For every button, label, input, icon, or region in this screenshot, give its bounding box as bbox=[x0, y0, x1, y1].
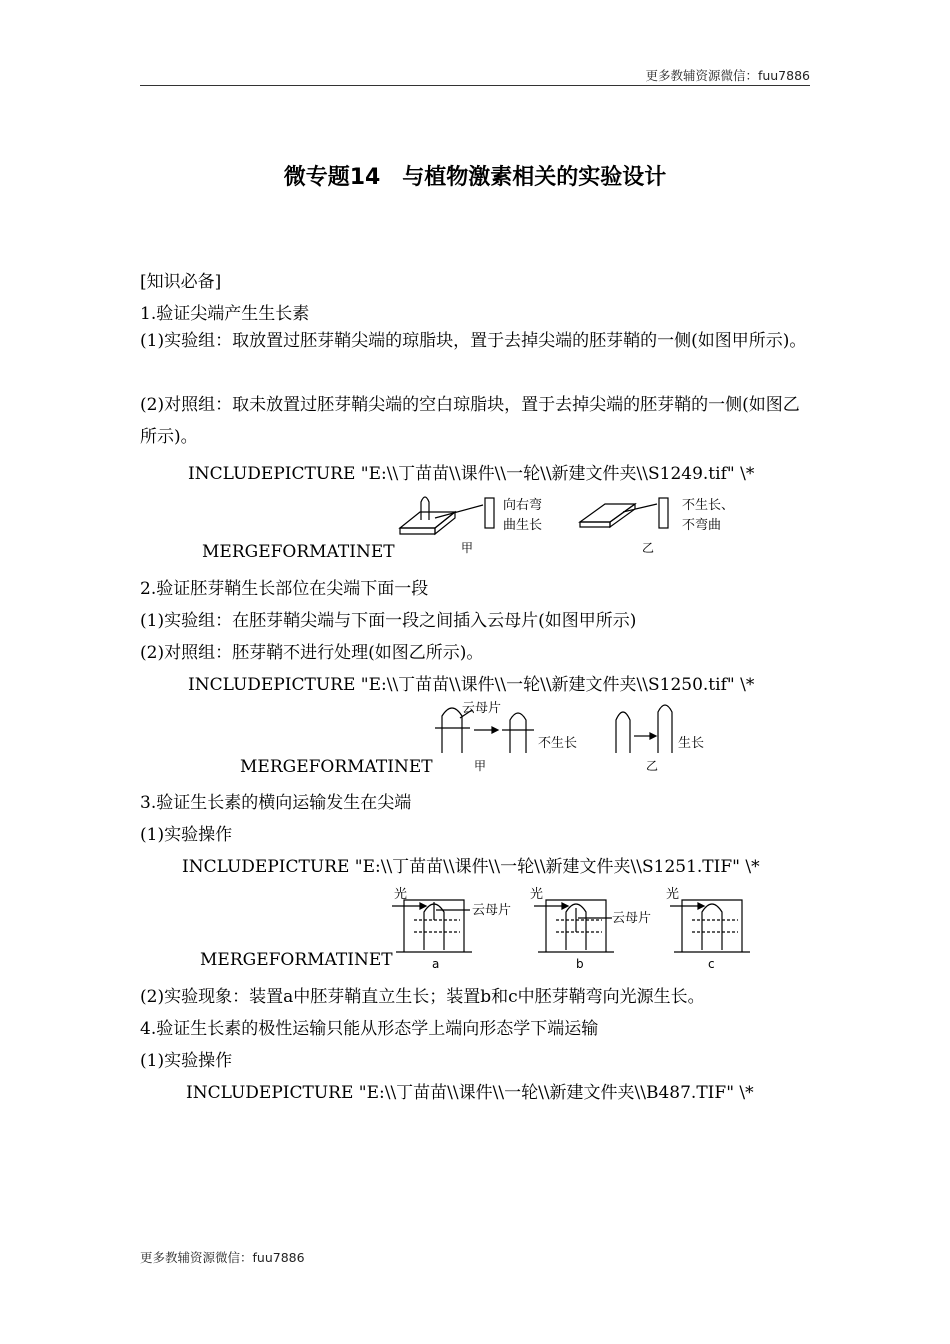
s3-merge: MERGEFORMATINET bbox=[200, 950, 393, 970]
figure-2 bbox=[430, 698, 720, 776]
s4-paragraph-1: (1)实验操作 bbox=[140, 1051, 233, 1071]
s1-paragraph-2: (2)对照组：取未放置过胚芽鞘尖端的空白琼脂块，置于去掉尖端的胚芽鞘的一侧(如图乙所示)。 bbox=[140, 395, 800, 447]
fig2-nogrow-label: 不生长 bbox=[538, 736, 578, 751]
fig1-caption-yi: 乙 bbox=[642, 541, 655, 555]
fig1-label-2a: 不生长、 bbox=[682, 498, 735, 513]
page-title: 微专题14 与植物激素相关的实验设计 bbox=[283, 165, 667, 190]
fig3-caption-c: c bbox=[708, 957, 715, 971]
s1-include: INCLUDEPICTURE "E:\\丁苗苗\\课件\\一轮\\新建文件夹\\S1249.tif" \* bbox=[188, 464, 755, 484]
device-b bbox=[534, 900, 614, 952]
fig1-label-1a: 向右弯 bbox=[503, 498, 543, 513]
s2-paragraph-2: (2)对照组：胚芽鞘不进行处理(如图乙所示)。 bbox=[140, 643, 484, 663]
fig3-mica-a: 云母片 bbox=[472, 903, 512, 918]
coleoptile-yi bbox=[616, 705, 672, 753]
agar-block-jia bbox=[400, 497, 494, 534]
s3-include: INCLUDEPICTURE "E:\\丁苗苗\\课件\\一轮\\新建文件夹\\S1251.TIF" \* bbox=[182, 857, 760, 877]
footer-text: 更多教辅资源微信：fuu7886 bbox=[140, 1250, 305, 1265]
s4-include: INCLUDEPICTURE "E:\\丁苗苗\\课件\\一轮\\新建文件夹\\B487.TIF" \* bbox=[186, 1083, 754, 1103]
agar-block-yi bbox=[580, 498, 668, 528]
figure-3 bbox=[390, 880, 760, 972]
s2-heading: 2.验证胚芽鞘生长部位在尖端下面一段 bbox=[140, 579, 429, 599]
s3-paragraph-1: (1)实验操作 bbox=[140, 825, 233, 845]
header-rule bbox=[140, 85, 810, 86]
s2-merge: MERGEFORMATINET bbox=[240, 757, 433, 777]
fig2-grow-label: 生长 bbox=[678, 736, 705, 751]
fig2-caption-yi: 乙 bbox=[646, 759, 659, 773]
fig3-light-a: 光 bbox=[394, 887, 408, 902]
knowledge-heading: [知识必备] bbox=[140, 272, 222, 292]
s3-paragraph-2: (2)实验现象：装置a中胚芽鞘直立生长；装置b和c中胚芽鞘弯向光源生长。 bbox=[140, 987, 705, 1007]
device-a bbox=[392, 900, 472, 952]
device-c bbox=[670, 900, 750, 952]
fig3-mica-b: 云母片 bbox=[612, 911, 652, 926]
fig3-light-b: 光 bbox=[530, 887, 544, 902]
s4-heading: 4.验证生长素的极性运输只能从形态学上端向形态学下端运输 bbox=[140, 1019, 599, 1039]
fig1-label-1b: 曲生长 bbox=[503, 518, 543, 533]
fig3-caption-b: b bbox=[576, 957, 584, 971]
fig3-light-c: 光 bbox=[666, 887, 680, 902]
figure-1 bbox=[395, 490, 755, 562]
fig2-caption-jia: 甲 bbox=[474, 759, 487, 773]
s3-heading: 3.验证生长素的横向运输发生在尖端 bbox=[140, 793, 412, 813]
s1-merge: MERGEFORMATINET bbox=[202, 542, 395, 562]
fig3-caption-a: a bbox=[432, 957, 440, 971]
s1-heading: 1.验证尖端产生生长素 bbox=[140, 304, 310, 324]
fig1-caption-jia: 甲 bbox=[461, 541, 474, 555]
s1-paragraph-1: (1)实验组：取放置过胚芽鞘尖端的琼脂块，置于去掉尖端的胚芽鞘的一侧(如图甲所示)。 bbox=[140, 331, 807, 351]
s2-paragraph-1: (1)实验组：在胚芽鞘尖端与下面一段之间插入云母片(如图甲所示) bbox=[140, 611, 637, 631]
s2-include: INCLUDEPICTURE "E:\\丁苗苗\\课件\\一轮\\新建文件夹\\S1250.tif" \* bbox=[188, 675, 755, 695]
header-text: 更多教辅资源微信：fuu7886 bbox=[645, 68, 810, 83]
fig2-mica-label: 云母片 bbox=[462, 701, 502, 716]
fig1-label-2b: 不弯曲 bbox=[682, 518, 722, 533]
